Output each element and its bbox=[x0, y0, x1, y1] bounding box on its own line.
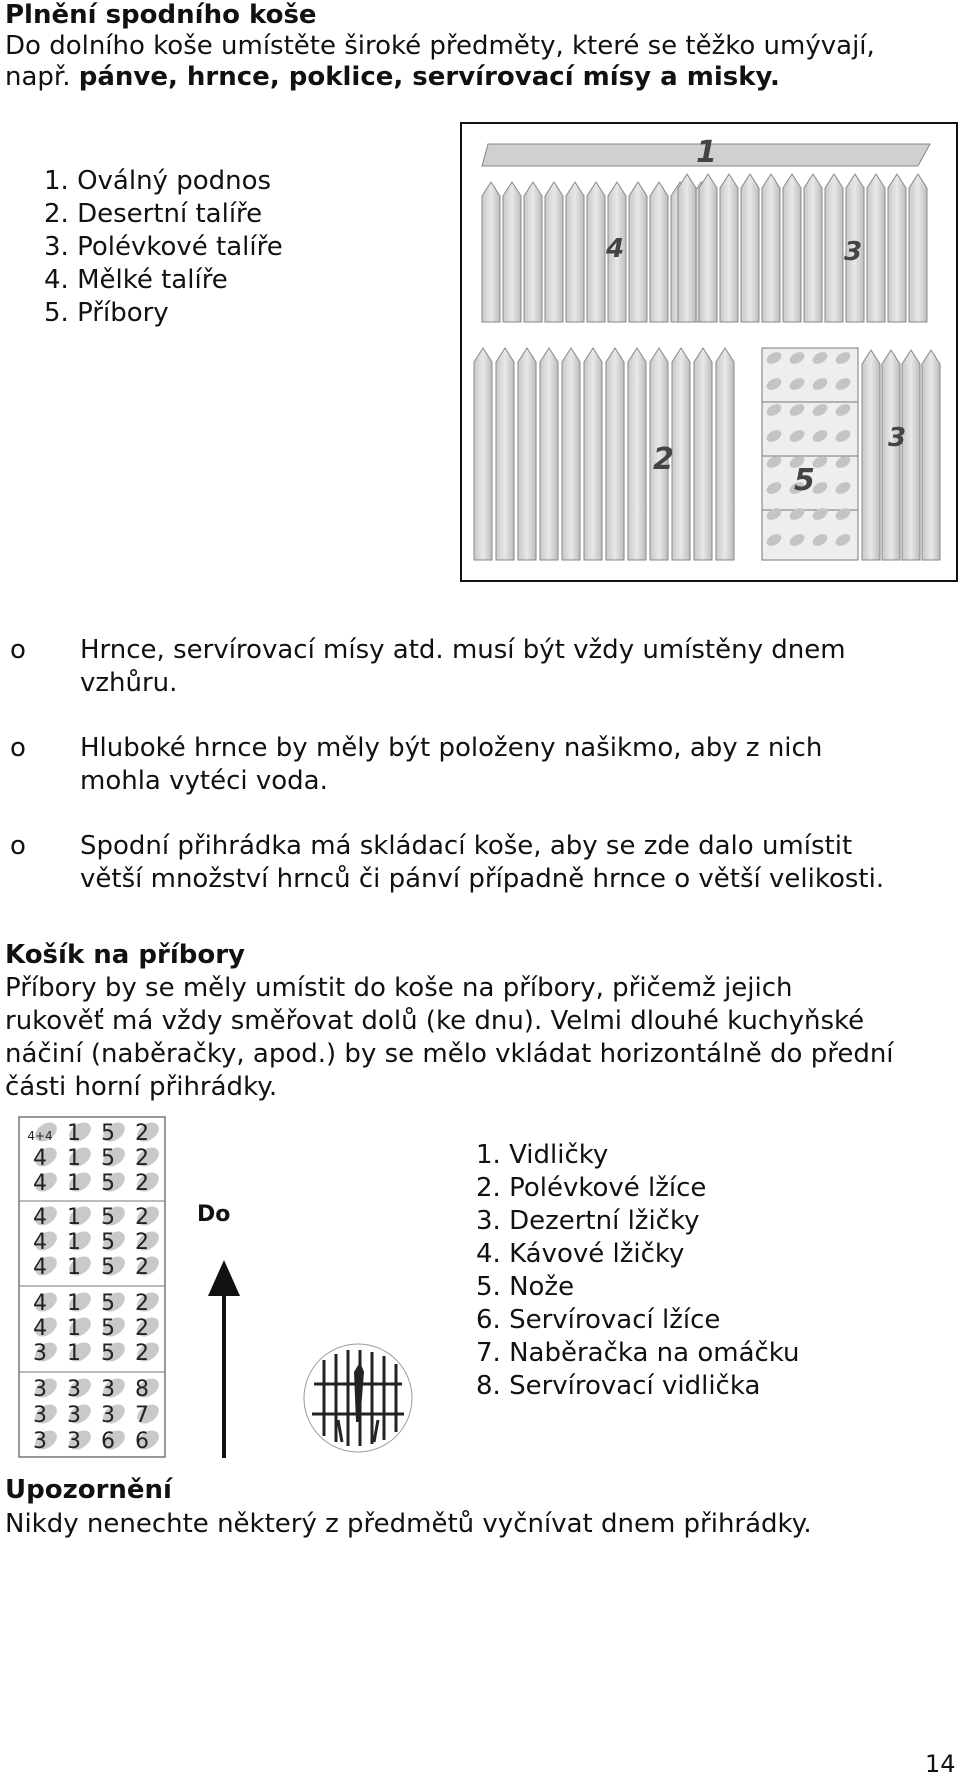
grid-number: 3 bbox=[67, 1429, 81, 1454]
plate-shape bbox=[584, 348, 602, 560]
legend-item: 3. Polévkové talíře bbox=[44, 232, 283, 262]
plate-shape bbox=[518, 348, 536, 560]
grid-number: 2 bbox=[135, 1171, 149, 1196]
section-heading-warning: Upozornění bbox=[5, 1475, 172, 1505]
bullet-text-line: Spodní přihrádka má skládací koše, aby se zde dalo umístit bbox=[80, 831, 853, 861]
grid-number: 3 bbox=[33, 1429, 47, 1454]
grid-number: 5 bbox=[101, 1230, 115, 1255]
cutlery-basket-icon bbox=[302, 1342, 414, 1454]
legend-item: 2. Polévkové lžíce bbox=[476, 1173, 707, 1203]
grid-number: 4 bbox=[33, 1146, 47, 1171]
plate-shape bbox=[545, 182, 563, 322]
plate-shape bbox=[902, 350, 920, 560]
legend-item: 4. Mělké talíře bbox=[44, 265, 228, 295]
plate-shape bbox=[804, 174, 822, 322]
grid-number: 4 bbox=[33, 1291, 47, 1316]
bullet-item bbox=[0, 732, 950, 798]
grid-number: 6 bbox=[135, 1429, 149, 1454]
grid-number: 5 bbox=[101, 1255, 115, 1280]
grid-number: 3 bbox=[101, 1403, 115, 1428]
plate-shape bbox=[606, 348, 624, 560]
legend-item: 1. Oválný podnos bbox=[44, 166, 272, 196]
paragraph-line: náčiní (naběračky, apod.) by se mělo vkládat horizontálně do přední bbox=[5, 1039, 894, 1069]
grid-number: 5 bbox=[101, 1341, 115, 1366]
grid-number: 2 bbox=[135, 1291, 149, 1316]
bullet-item bbox=[0, 634, 950, 700]
bullet-text-line: mohla vytéci voda. bbox=[80, 766, 328, 796]
plate-shape bbox=[672, 348, 690, 560]
plate-shape bbox=[562, 348, 580, 560]
plate-shape bbox=[474, 348, 492, 560]
grid-number: 5 bbox=[101, 1316, 115, 1341]
legend-item: 5. Příbory bbox=[44, 298, 169, 328]
bullet-marker: o bbox=[10, 635, 26, 665]
grid-number: 3 bbox=[33, 1403, 47, 1428]
grid-number: 2 bbox=[135, 1341, 149, 1366]
grid-number: 4 bbox=[33, 1171, 47, 1196]
legend-item: 7. Naběračka na omáčku bbox=[476, 1338, 800, 1368]
plate-shape bbox=[628, 348, 646, 560]
legend-item: 2. Desertní talíře bbox=[44, 199, 263, 229]
arrow-label: Do bbox=[197, 1202, 231, 1227]
plate-shape bbox=[566, 182, 584, 322]
legend-item: 3. Dezertní lžičky bbox=[476, 1206, 700, 1236]
plate-shape bbox=[524, 182, 542, 322]
grid-number: 1 bbox=[67, 1341, 81, 1366]
grid-number: 3 bbox=[67, 1403, 81, 1428]
grid-number: 2 bbox=[135, 1205, 149, 1230]
intro-line-2-plain: např. bbox=[5, 62, 79, 92]
cutlery-paragraph bbox=[5, 972, 894, 1104]
plate-shape bbox=[909, 174, 927, 322]
page-number: 14 bbox=[925, 1750, 956, 1778]
diagram-label-1: 1 bbox=[696, 135, 717, 170]
grid-number: 3 bbox=[67, 1377, 81, 1402]
plate-shape bbox=[720, 174, 738, 322]
grid-number: 4+4 bbox=[27, 1129, 53, 1143]
bullet-list bbox=[0, 634, 950, 896]
bullet-text-line: Hrnce, servírovací mísy atd. musí být vždy umístěny dnem bbox=[80, 635, 846, 665]
grid-number: 2 bbox=[135, 1255, 149, 1280]
plate-shape bbox=[741, 174, 759, 322]
warning-text: Nikdy nenechte některý z předmětů vyčnívat dnem přihrádky. bbox=[5, 1509, 812, 1539]
grid-number: 3 bbox=[101, 1377, 115, 1402]
bullet-text-line: vzhůru. bbox=[80, 668, 178, 698]
plate-shape bbox=[503, 182, 521, 322]
grid-number: 2 bbox=[135, 1146, 149, 1171]
grid-number: 8 bbox=[135, 1377, 149, 1402]
arrow-up-icon bbox=[204, 1260, 244, 1460]
plate-shape bbox=[716, 348, 734, 560]
diagram-label-3: 3 bbox=[844, 237, 863, 267]
bullet-item bbox=[0, 830, 950, 896]
grid-number: 1 bbox=[67, 1230, 81, 1255]
plate-shape bbox=[650, 182, 668, 322]
grid-number: 1 bbox=[67, 1146, 81, 1171]
legend-item: 6. Servírovací lžíce bbox=[476, 1305, 721, 1335]
grid-number: 4 bbox=[33, 1255, 47, 1280]
plate-shape bbox=[694, 348, 712, 560]
cutlery-basket-shape bbox=[762, 348, 858, 560]
grid-number: 3 bbox=[33, 1341, 47, 1366]
grid-number: 2 bbox=[135, 1121, 149, 1146]
grid-number: 5 bbox=[101, 1291, 115, 1316]
plate-shape bbox=[540, 348, 558, 560]
grid-number: 5 bbox=[101, 1121, 115, 1146]
grid-number: 1 bbox=[67, 1121, 81, 1146]
grid-number: 1 bbox=[67, 1171, 81, 1196]
plate-shape bbox=[888, 174, 906, 322]
grid-number: 5 bbox=[101, 1146, 115, 1171]
grid-number: 1 bbox=[67, 1255, 81, 1280]
legend-item: 4. Kávové lžičky bbox=[476, 1239, 685, 1269]
plate-shape bbox=[862, 350, 880, 560]
grid-number: 4 bbox=[33, 1230, 47, 1255]
grid-number: 3 bbox=[33, 1377, 47, 1402]
intro-line-1: Do dolního koše umístěte široké předměty, které se těžko umývají, bbox=[5, 31, 875, 61]
plate-shape bbox=[825, 174, 843, 322]
plate-shape bbox=[783, 174, 801, 322]
grid-number: 7 bbox=[135, 1403, 149, 1428]
paragraph-line: části horní přihrádky. bbox=[5, 1072, 278, 1102]
diagram-label-2: 2 bbox=[653, 442, 674, 477]
upper-left-plates bbox=[482, 182, 710, 322]
section-heading-lower-basket: Plnění spodního koše bbox=[5, 0, 317, 30]
paragraph-line: rukověť má vždy směřovat dolů (ke dnu). Velmi dlouhé kuchyňské bbox=[5, 1006, 865, 1036]
plate-shape bbox=[587, 182, 605, 322]
grid-number: 2 bbox=[135, 1316, 149, 1341]
lower-basket-diagram bbox=[460, 122, 960, 584]
bullet-marker: o bbox=[10, 733, 26, 763]
diagram-label-3b: 3 bbox=[888, 423, 907, 453]
plate-shape bbox=[496, 348, 514, 560]
diagram-label-4: 4 bbox=[606, 234, 625, 264]
grid-number: 2 bbox=[135, 1230, 149, 1255]
plate-shape bbox=[629, 182, 647, 322]
lower-basket-legend bbox=[44, 165, 283, 330]
plate-shape bbox=[678, 174, 696, 322]
legend-item: 8. Servírovací vidlička bbox=[476, 1371, 761, 1401]
grid-number: 5 bbox=[101, 1171, 115, 1196]
cutlery-grid-diagram bbox=[18, 1116, 168, 1460]
paragraph-line: Příbory by se měly umístit do koše na příbory, přičemž jejich bbox=[5, 973, 793, 1003]
legend-item: 1. Vidličky bbox=[476, 1140, 609, 1170]
plate-shape bbox=[482, 182, 500, 322]
bullet-marker: o bbox=[10, 831, 26, 861]
diagram-label-5: 5 bbox=[794, 463, 815, 498]
plate-shape bbox=[922, 350, 940, 560]
bullet-text-line: Hluboké hrnce by měly být položeny našikmo, aby z nich bbox=[80, 733, 823, 763]
grid-number: 4 bbox=[33, 1316, 47, 1341]
cutlery-legend bbox=[476, 1139, 800, 1403]
bullet-text-line: větší množství hrnců či pánví případně hrnce o větší velikosti. bbox=[80, 864, 885, 894]
grid-number: 1 bbox=[67, 1316, 81, 1341]
grid-number: 4 bbox=[33, 1205, 47, 1230]
intro-line-2 bbox=[5, 61, 780, 94]
intro-bold-items: pánve, hrnce, poklice, servírovací mísy a misky. bbox=[78, 62, 780, 92]
grid-number: 1 bbox=[67, 1291, 81, 1316]
grid-number: 6 bbox=[101, 1429, 115, 1454]
grid-number: 5 bbox=[101, 1205, 115, 1230]
plate-shape bbox=[882, 350, 900, 560]
section-heading-cutlery-basket: Košík na příbory bbox=[5, 940, 245, 970]
legend-item: 5. Nože bbox=[476, 1272, 575, 1302]
plate-shape bbox=[762, 174, 780, 322]
plate-shape bbox=[699, 174, 717, 322]
plate-shape bbox=[867, 174, 885, 322]
grid-number: 1 bbox=[67, 1205, 81, 1230]
